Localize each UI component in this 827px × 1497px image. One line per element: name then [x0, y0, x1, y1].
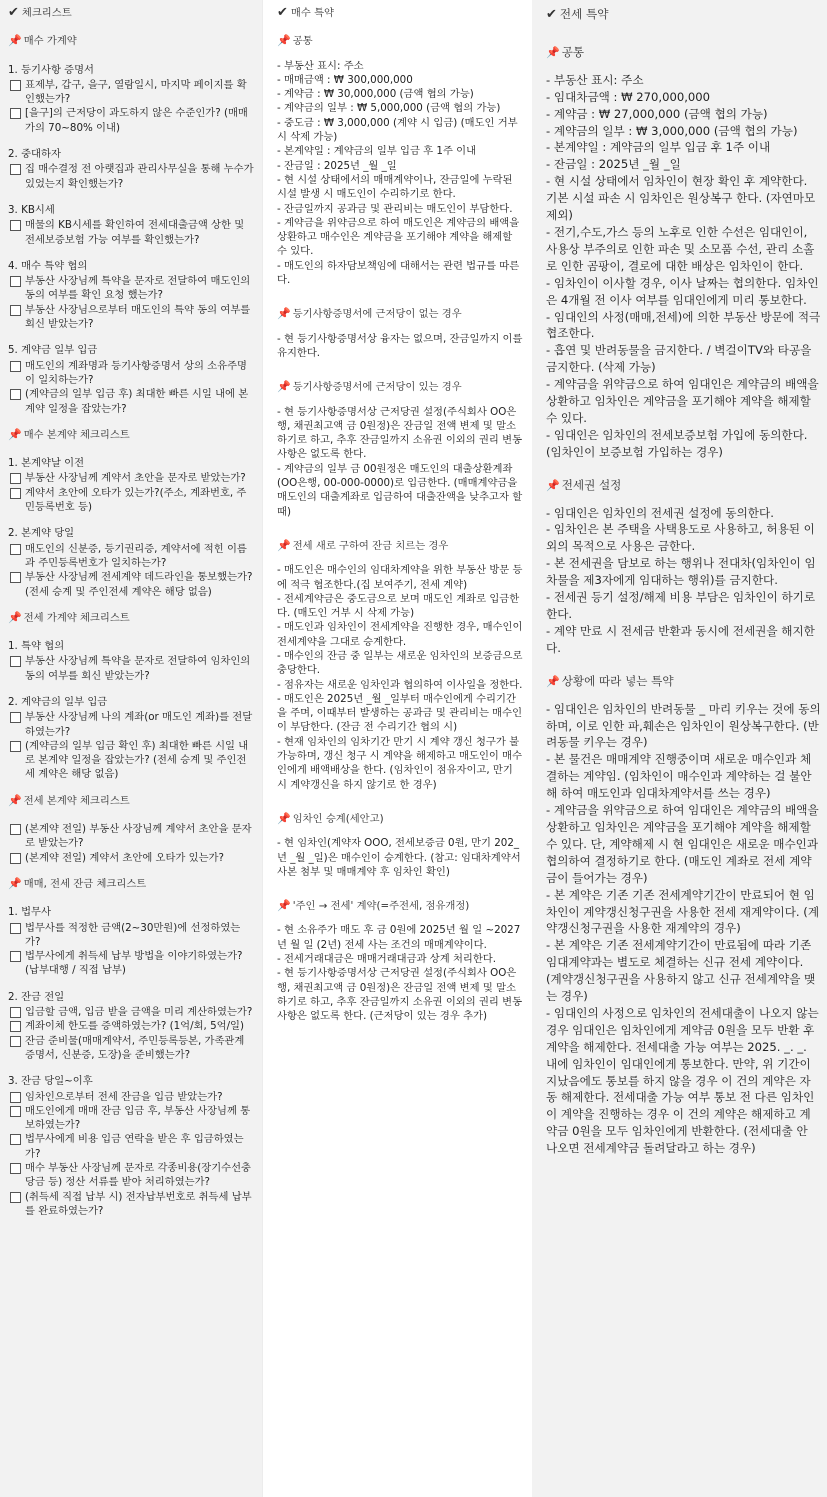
checkbox[interactable]: [10, 276, 21, 287]
checklist-item-label: 매수 부동산 사장님께 문자로 각종비용(장기수선충당금 등) 정산 서류를 받아 처리하였는가?: [25, 1162, 251, 1189]
clause-item: - 계약금 : ₩ 30,000,000 (금액 협의 가능): [277, 88, 474, 101]
section-title-text: 상황에 따라 넣는 특약: [561, 673, 674, 688]
clause-item: - 계약금을 위약금으로 하여 임대인은 계약금의 배액을 상환하고 임차인은 계약금을 포기해야 계약을 해제할 수 있다. 단, 계약해제 시 현 임대인은 새로운 매수인과 협의하여 결정하기로 한다. (매도인 계좌로 전세 계약금이 들어가는 경우): [546, 803, 819, 885]
checklist-title: [8, 6, 254, 20]
clause-list: [277, 59, 524, 288]
checklist-item-label: 매도인에게 매매 잔금 입금 후, 부동산 사장님께 통보하였는가?: [25, 1104, 251, 1132]
lease-clauses-column: [532, 0, 827, 1497]
group-title: 2. 계약금의 일부 입금: [8, 695, 108, 708]
checklist-item[interactable]: [8, 542, 254, 571]
clause-item: - 임대인은 임차인의 반려동물 _ 마리 키우는 것에 동의하며, 이로 인한 파,훼손은 임차인이 원상복구한다. (반려동물 키우는 경우): [546, 701, 821, 750]
checkbox[interactable]: [10, 853, 21, 864]
checklist-item-label: 매도인의 신분증, 등기권리증, 계약서에 적힌 이름과 주민등록번호가 일치하는가?: [25, 542, 247, 569]
clause-list: [546, 701, 821, 1157]
clause-item: - 계약금의 일부 : ₩ 3,000,000 (금액 협의 가능): [546, 123, 798, 138]
clause-item: - 매매금액 : ₩ 300,000,000: [277, 73, 413, 86]
lease-clauses-body: [546, 44, 821, 1157]
clause-item: - 본계약일 : 계약금의 일부 입금 후 1주 이내: [277, 145, 477, 158]
group-title: 2. 본계약 당일: [8, 527, 75, 540]
checklist-item-label: (계약금의 일부 입금 확인 후) 최대한 빠른 시일 내로 본계약 일정을 잡았는가? (전세 승계 및 주인전세 계약은 해당 없음): [25, 739, 249, 781]
purchase-clauses-title: [277, 6, 524, 20]
checklist-item-label: 계약서 초안에 오타가 있는가?(주소, 계좌번호, 주민등록번호 등): [25, 486, 247, 514]
group-title: 4. 매수 특약 협의: [8, 259, 88, 272]
checklist-item-label: 임차인으로부터 전세 잔금을 입금 받았는가?: [25, 1090, 223, 1103]
checkbox[interactable]: [10, 824, 21, 835]
section-title-text: 매매, 전세 잔금 체크리스트: [23, 877, 147, 890]
section-title: [277, 380, 524, 394]
checklist-item-label: 매도인의 계좌명과 등기사항증명서 상의 소유주명이 일치하는가?: [25, 359, 247, 386]
group-title: 3. 잔금 당일~이후: [8, 1075, 93, 1088]
pin-icon: 📌: [546, 674, 560, 688]
clause-item: - 중도금 : ₩ 3,000,000 (계약 시 입금) (매도인 거부 시 삭제 가능): [277, 116, 518, 144]
section-title: [8, 34, 254, 48]
clause-item: - 매도인의 하자담보책임에 대해서는 관련 법규를 따른다.: [277, 259, 520, 287]
purchase-clauses-body: [277, 34, 524, 1023]
lease-clauses-title: [546, 6, 821, 24]
clause-item: - 전기,수도,가스 등의 노후로 인한 수선은 임대인이, 사용상 부주의로 인한 파손 및 소모품 수선, 관리 소홀로 인한 곰팡이, 결로에 대한 배상은 임차인이 한다.: [546, 224, 815, 273]
clause-item: - 본 물건은 매매계약 진행중이며 새로운 매수인과 체결하는 계약임. (임차인이 매수인과 계약하는 걸 불안해 하여 매도인과 임대차계약서를 쓰는 경우): [546, 752, 812, 801]
checklist-group: [8, 990, 254, 1062]
section-title: [8, 877, 254, 891]
clause-item: - 전세권 등기 설정/해제 비용 부담은 임차인이 하기로 한다.: [546, 590, 816, 621]
pin-icon: 📌: [277, 380, 291, 394]
checklist-group: [8, 63, 254, 135]
pin-icon: 📌: [8, 793, 22, 807]
clause-item: - 매도인과 임차인이 전세계약을 진행한 경우, 매수인이 전세계약을 그대로 승계한다.: [277, 621, 523, 648]
checkbox[interactable]: [10, 164, 21, 175]
pin-icon: 📌: [277, 899, 291, 913]
checklist-item[interactable]: [8, 710, 254, 739]
pin-icon: 📌: [277, 34, 291, 48]
clause-item: - 전세거래대금은 매매거래대금과 상계 처리한다.: [277, 953, 497, 966]
section-title-text: 등기사항증명서에 근저당이 없는 경우: [292, 308, 462, 321]
checklist-group: [8, 456, 254, 514]
checkbox[interactable]: [10, 108, 21, 119]
checklist-item[interactable]: [8, 1104, 254, 1133]
checklist-group: [8, 905, 254, 977]
group-title: 5. 계약금 일부 입금: [8, 344, 98, 357]
clause-item: - 임대인은 임차인의 전세보증보험 가입에 동의한다. (임차인이 보증보험 가입하는 경우): [546, 427, 808, 459]
checklist-item-label: 계좌이체 한도를 증액하였는가? (1억/회, 5억/일): [25, 1020, 245, 1033]
clause-item: - 현 등기사항증명서상 근저당권 설정(주식회사 OO은행, 채권최고액 금 0원정)은 잔금일 전액 변제 및 말소하기로 하고, 추후 잔금일까지 소유권 이외의 권리 변동사항은 없도록 한다. (근저당이 있는 경우 추가): [277, 967, 523, 1023]
pin-icon: 📌: [8, 34, 22, 48]
clause-item: - 임대인의 사정으로 임차인의 전세대출이 나오지 않는 경우 임대인은 임차인에게 계약금 0원을 모두 반환 후 계약을 해제한다. 전세대출 가능 여부는 2025. _. _. 내에 임차인이 임대인에게 통보한다. 만약, 위 기간이 지났음에도 통보를 하지 않을 경우 이 건의 계약은 자동 해제한다. 전세대출 가능 여부 통보 전 다른 임차인이 계약을 진행하는 경우 이 건의 계약은 해제하고 계약금 0원을 모두 임차인에게 반환한다. (전세대출 안 나오면 전세계약금 돌려달라고 하는 경우): [546, 1005, 819, 1156]
section-title: [546, 477, 821, 495]
section-title: [8, 611, 254, 625]
section-title: [277, 899, 524, 913]
checklist-item[interactable]: [8, 1161, 254, 1190]
checkmark-icon: ✔: [546, 7, 557, 22]
checklist-item-label: 매물의 KB시세를 확인하여 전세대출금액 상한 및 전세보증보험 가능 여부를 확인했는가?: [25, 219, 245, 246]
checklist-item[interactable]: [8, 1190, 254, 1219]
checkbox[interactable]: [10, 305, 21, 316]
purchase-clauses-column: [262, 0, 532, 1497]
checklist-group: [8, 695, 254, 782]
pin-icon: 📌: [277, 811, 291, 825]
checkbox[interactable]: [10, 656, 21, 667]
checklist-item-label: 법무사를 적정한 금액(2~30만원)에 선정하였는가?: [25, 921, 241, 948]
checklist-item[interactable]: [8, 739, 254, 782]
checklist-item-label: [을구]의 근저당이 과도하지 않은 수준인가? (매매가의 70~80% 이내): [25, 107, 248, 134]
checkbox[interactable]: [10, 741, 21, 752]
checkbox[interactable]: [10, 712, 21, 723]
pin-icon: 📌: [277, 538, 291, 552]
checkbox[interactable]: [10, 488, 21, 499]
checklist-item[interactable]: [8, 1005, 254, 1019]
checkbox[interactable]: [10, 473, 21, 484]
clause-item: - 임대인은 임차인의 전세권 설정에 동의한다.: [546, 505, 774, 520]
checkbox[interactable]: [10, 572, 21, 583]
clause-item: - 매도인은 매수인의 임대차계약을 위한 부동산 방문 등에 적극 협조한다.(집 보여주기, 전세 계약): [277, 564, 523, 591]
checklist-group: [8, 526, 254, 598]
section-title-text: '주인 → 전세' 계약(=주전세, 점유개정): [292, 900, 470, 913]
clause-item: - 현 소유주가 매도 후 금 0원에 2025년 월 일 ~2027년 월 일 (2년) 전세 사는 조건의 매매계약이다.: [277, 924, 521, 951]
checklist-item-label: 부동산 사장님께 특약을 문자로 전달하여 임차인의 동의 여부를 회신 받았는가?: [25, 655, 251, 682]
checklist-item-label: 법무사에게 취득세 납부 방법을 이야기하였는가? (납부대행 / 직접 납부): [25, 950, 243, 977]
clause-item: - 임대차금액 : ₩ 270,000,000: [546, 89, 711, 104]
checkbox[interactable]: [10, 389, 21, 400]
clause-item: - 계약금을 위약금으로 하여 임대인은 계약금의 배액을 상환하고 임차인은 계약금을 포기해야 계약을 해제할 수 있다.: [546, 377, 819, 425]
section-title-text: 전세 가계약 체크리스트: [23, 611, 130, 624]
section-title-text: 전세 본계약 체크리스트: [23, 794, 130, 807]
checklist-item[interactable]: [8, 654, 254, 683]
checklist-item[interactable]: [8, 471, 254, 485]
clause-item: - 본 전세권을 담보로 하는 행위나 전대차(임차인이 임차물을 제3자에게 임대하는 행위)를 금지한다.: [546, 556, 816, 588]
group-title: 1. 특약 협의: [8, 640, 65, 653]
purchase-clauses-title-text: 매수 특약: [290, 7, 334, 19]
checklist-item-label: 부동산 사장님께 전세계약 데드라인을 통보했는가?(전세 승계 및 주인전세 계약은 해당 없음): [25, 571, 253, 598]
clause-item: - 임대인의 사정(매매,전세)에 의한 부동산 방문에 적극 협조한다.: [546, 309, 821, 341]
checkbox[interactable]: [10, 1106, 21, 1117]
clause-list: [546, 72, 821, 461]
checklist-item-label: 집 매수결정 전 아랫집과 관리사무실을 통해 누수가 있었는지 확인했는가?: [25, 163, 254, 190]
checklist-item-label: (본계약 전일) 부동산 사장님께 계약서 초안을 문자로 받았는가?: [25, 823, 252, 850]
checklist-group: [8, 203, 254, 247]
group-title: 2. 잔금 전일: [8, 990, 65, 1003]
clause-item: - 계약금 : ₩ 27,000,000 (금액 협의 가능): [546, 106, 768, 121]
checkbox[interactable]: [10, 923, 21, 934]
pin-icon: 📌: [546, 45, 560, 59]
section-title: [277, 812, 524, 826]
group-title: 1. 법무사: [8, 906, 51, 919]
clause-item: - 현재 임차인의 임차기간 만기 시 계약 갱신 청구가 불가능하며, 갱신 청구 시 계약을 해제하고 매도인이 매수인에게 배액배상을 한다. (임차인이 점유자이고, 만기 시 계약갱신을 하지 않기로 한 경우): [277, 735, 523, 791]
clause-item: - 잔금일 : 2025년 _월 _일: [546, 157, 681, 172]
clause-item: - 부동산 표시: 주소: [546, 72, 644, 87]
section-title-text: 임차인 승계(세안고): [292, 812, 384, 825]
checkbox[interactable]: [10, 361, 21, 372]
checklist-group: [8, 639, 254, 683]
clause-item: - 본 계약은 기존 기존 전세계약기간이 만료되어 현 임차인이 계약갱신청구권을 사용한 전세 재계약이다. (계약갱신청구권을 사용한 재계약의 경우): [546, 887, 820, 936]
group-title: 1. 등기사항 증명서: [8, 63, 94, 76]
checklist-item-label: (취득세 직접 납부 시) 전자납부번호로 취득세 납부를 완료하였는가?: [25, 1190, 252, 1217]
checkbox[interactable]: [10, 1163, 21, 1174]
checklist-item-label: 표제부, 갑구, 을구, 열람일시, 마지막 페이지를 확인했는가?: [25, 78, 247, 106]
checklist-item-label: 부동산 사장님으로부터 매도인의 특약 동의 여부를 회신 받았는가?: [25, 303, 251, 331]
checkbox[interactable]: [10, 80, 21, 91]
section-title-text: 공통: [561, 44, 585, 59]
clause-item: - 부동산 표시: 주소: [277, 59, 364, 72]
checklist-item[interactable]: [8, 1019, 254, 1033]
pin-icon: 📌: [546, 478, 560, 492]
checklist-item[interactable]: [8, 218, 254, 247]
section-title-text: 전세 새로 구하여 잔금 치르는 경우: [292, 539, 449, 552]
section-title-text: 매수 본계약 체크리스트: [23, 428, 130, 441]
pin-icon: 📌: [8, 427, 22, 441]
clause-list: [277, 923, 524, 1023]
section-title: [277, 34, 524, 48]
checklist-group: [8, 147, 254, 191]
section-title: [546, 673, 821, 691]
checklist-item[interactable]: [8, 1034, 254, 1063]
checklist-item[interactable]: [8, 106, 254, 135]
clause-item: - 현 등기사항증명서상 융자는 없으며, 잔금일까지 이를 유지한다.: [277, 332, 523, 359]
clause-list: [546, 505, 821, 657]
group-title: 3. KB시세: [8, 203, 55, 216]
section-title: [8, 794, 254, 808]
clause-item: - 점유자는 새로운 임차인과 협의하여 이사일을 정한다.: [277, 678, 523, 691]
checklist-item-label: (계약금의 일부 입금 후) 최대한 빠른 시일 내에 본계약 일정을 잡았는가?: [25, 388, 249, 415]
clause-item: - 계약금을 위약금으로 하여 매도인은 계약금의 배액을 상환하고 매수인은 계약금을 포기해야 계약을 해제할 수 있다.: [277, 216, 520, 258]
clause-item: - 흡연 및 반려동물을 금지한다. / 벽걸이TV와 타공을 금지한다. (삭제 가능): [546, 343, 812, 375]
checkbox[interactable]: [10, 220, 21, 231]
clause-item: - 현 임차인(계약자 OOO, 전세보증금 0원, 만기 202_년 _월 _일)은 매수인이 승계한다. (참고: 임대차계약서 사본 첨부 및 매매계약 후 임차인 확인): [277, 837, 521, 878]
checkbox[interactable]: [10, 1134, 21, 1145]
clause-item: - 매수인의 잔금 중 일부는 새로운 임차인의 보증금으로 충당한다.: [277, 649, 523, 677]
checklist-item-label: 잔금 준비물(매매계약서, 주민등록등본, 가족관계증명서, 신분증, 도장)을 준비했는가?: [25, 1034, 245, 1061]
checklist-item[interactable]: [8, 1132, 254, 1161]
checkmark-icon: ✔: [277, 5, 288, 20]
checklist-group: [8, 822, 254, 865]
checklist-item[interactable]: [8, 486, 254, 515]
section-title: [277, 307, 524, 321]
clause-item: - 임차인은 본 주택을 사택용도로 사용하고, 허용된 이외의 목적으로 사용은 금한다.: [546, 522, 815, 554]
clause-item: - 계약금의 일부 금 00원정은 매도인의 대출상환계좌(OO은행, 00-000-0000)로 입금한다. (매매계약금을 매도인의 대출계좌로 입금하여 대출잔액을 낮추고자 할 때): [277, 462, 523, 518]
checkmark-icon: ✔: [8, 5, 19, 20]
checklist-item-label: 입금할 금액, 입금 받을 금액을 미리 계산하였는가?: [25, 1006, 253, 1019]
pin-icon: 📌: [8, 610, 22, 624]
checkbox[interactable]: [10, 1192, 21, 1203]
clause-item: - 잔금일 : 2025년 _월 _일: [277, 159, 397, 172]
checklist-group: [8, 259, 254, 331]
clause-list: [277, 836, 524, 879]
checklist-item[interactable]: [8, 570, 254, 599]
clause-item: - 잔금일까지 공과금 및 관리비는 매도인이 부담한다.: [277, 202, 513, 215]
pin-icon: 📌: [8, 876, 22, 890]
clause-item: - 본 계약은 기존 전세계약기간이 만료됨에 따라 기존 임대계약과는 별도로 체결하는 신규 전세 계약이다. (계약갱신청구권을 사용하지 않고 신규 전세계약을 맺는 경우): [546, 938, 816, 1004]
checkbox[interactable]: [10, 951, 21, 962]
checklist-item[interactable]: [8, 822, 254, 851]
section-title-text: 전세권 설정: [561, 477, 622, 492]
checklist-group: [8, 1074, 254, 1218]
checkbox[interactable]: [10, 1021, 21, 1032]
checklist-item[interactable]: [8, 274, 254, 303]
checklist-item[interactable]: [8, 949, 254, 978]
pin-icon: 📌: [277, 307, 291, 321]
checklist-item-label: 부동산 사장님께 나의 계좌(or 매도인 계좌)를 전달하였는가?: [25, 711, 253, 738]
section-title-text: 매수 가계약: [23, 35, 77, 48]
clause-item: - 임차인이 이사할 경우, 이사 날짜는 협의한다. 임차인은 4개월 전 이사 여부를 임대인에게 미리 통보한다.: [546, 275, 819, 307]
clause-item: - 계약 만료 시 전세금 반환과 동시에 전세권을 해지한다.: [546, 623, 815, 655]
checkbox[interactable]: [10, 1007, 21, 1018]
clause-item: - 본계약일 : 계약금의 일부 입금 후 1주 이내: [546, 140, 771, 155]
clause-item: - 전세계약금은 중도금으로 보며 매도인 계좌로 입금한다. (매도인 거부 시 삭제 가능): [277, 592, 520, 620]
checklist-item-label: 부동산 사장님께 특약을 문자로 전달하여 매도인의 동의 여부를 확인 요청 했는가?: [25, 275, 251, 302]
checklist-item[interactable]: [8, 162, 254, 191]
checklist-item[interactable]: [8, 303, 254, 332]
checklist-body: [8, 34, 254, 1218]
clause-item: - 현 시설 상태에서 임차인이 현장 확인 후 계약한다. 기본 시설 파손 시 임차인은 원상복구 한다. (자연마모 제외): [546, 174, 816, 223]
checklist-column: [0, 0, 262, 1497]
clause-item: - 계약금의 일부 : ₩ 5,000,000 (금액 협의 가능): [277, 102, 501, 115]
checklist-item[interactable]: [8, 851, 254, 865]
clause-item: - 매도인은 2025년 _월 _일부터 매수인에게 수리기간을 주며, 이때부터 발생하는 공과금 및 관리비는 매수인이 부담한다. (잔금 전 수리기간 협의 시): [277, 692, 523, 734]
clause-item: - 현 시설 상태에서의 매매계약이나, 잔금일에 누락된 시설 발생 시 매도인이 수리하기로 한다.: [277, 173, 513, 201]
checklist-item[interactable]: [8, 359, 254, 388]
section-title-text: 등기사항증명서에 근저당이 있는 경우: [292, 381, 462, 394]
section-title-text: 공통: [292, 35, 313, 48]
group-title: 1. 본계약날 이전: [8, 457, 85, 470]
clause-list: [277, 332, 524, 361]
checklist-item[interactable]: [8, 1090, 254, 1104]
checklist-title-text: 체크리스트: [21, 7, 72, 19]
checkbox[interactable]: [10, 1092, 21, 1103]
clause-list: [277, 405, 524, 519]
section-title: [277, 539, 524, 553]
checklist-item-label: 법무사에게 비용 입금 연락을 받은 후 입금하였는가?: [25, 1133, 244, 1160]
checkbox[interactable]: [10, 1036, 21, 1047]
checklist-item[interactable]: [8, 78, 254, 107]
checklist-item[interactable]: [8, 387, 254, 416]
checklist-item-label: 부동산 사장님께 계약서 초안을 문자로 받았는가?: [25, 472, 246, 485]
section-title: [546, 44, 821, 62]
section-title: [8, 428, 254, 442]
checklist-item-label: (본계약 전일) 계약서 초안에 오타가 있는가?: [25, 851, 224, 864]
checklist-group: [8, 343, 254, 415]
clause-list: [277, 563, 524, 792]
clause-item: - 현 등기사항증명서상 근저당권 설정(주식회사 OO은행, 채권최고액 금 0원정)은 잔금일 전액 변제 및 말소하기로 하고, 추후 잔금일까지 소유권 이외의 권리 변동사항은 없도록 한다.: [277, 405, 523, 461]
group-title: 2. 중대하자: [8, 148, 61, 161]
checkbox[interactable]: [10, 544, 21, 555]
lease-clauses-title-text: 전세 특약: [559, 7, 609, 21]
checklist-item[interactable]: [8, 921, 254, 950]
